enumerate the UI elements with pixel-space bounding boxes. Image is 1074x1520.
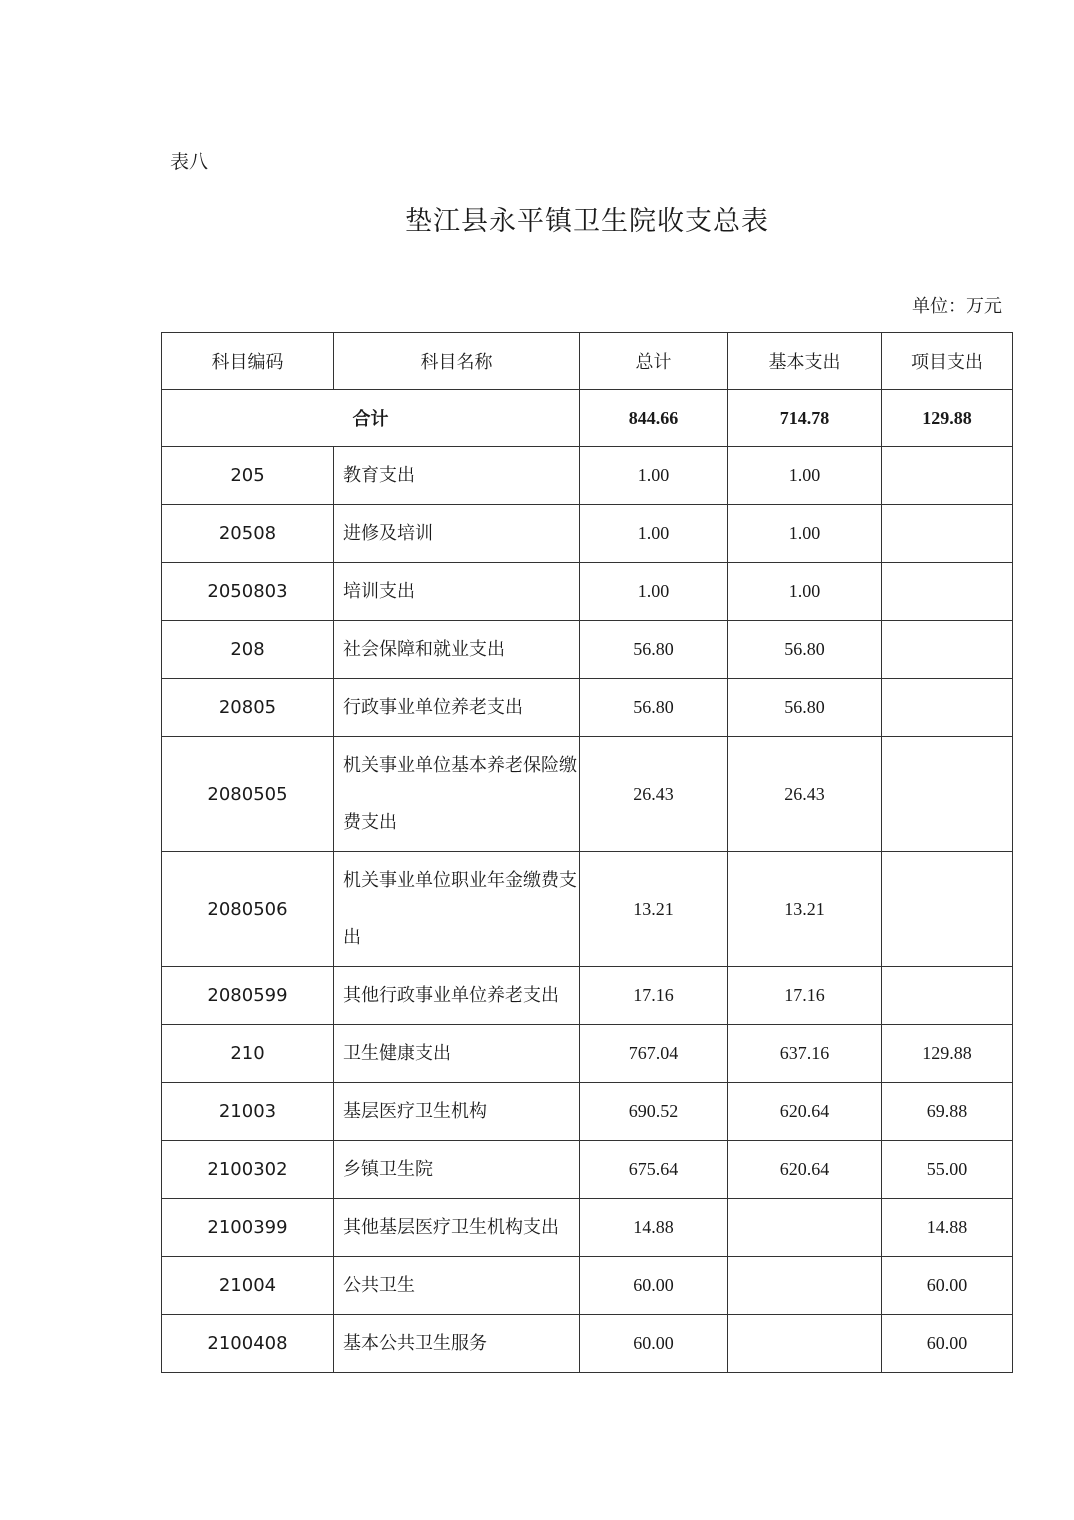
row-total: 690.52 [580, 1083, 728, 1141]
row-basic: 56.80 [728, 621, 882, 679]
row-code: 21004 [162, 1257, 334, 1315]
table-row [162, 1141, 1013, 1199]
table-row [162, 737, 1013, 852]
budget-table [161, 332, 1013, 1373]
table-row [162, 563, 1013, 621]
row-project: 60.00 [882, 1315, 1013, 1373]
row-code: 2080506 [162, 852, 334, 967]
row-code: 2100399 [162, 1199, 334, 1257]
row-project: 60.00 [882, 1257, 1013, 1315]
row-total: 60.00 [580, 1257, 728, 1315]
row-project [882, 505, 1013, 563]
row-total: 17.16 [580, 967, 728, 1025]
row-name: 卫生健康支出 [334, 1025, 580, 1083]
header-basic: 基本支出 [728, 333, 882, 390]
row-name: 其他行政事业单位养老支出 [334, 967, 580, 1025]
row-project [882, 852, 1013, 967]
row-project [882, 967, 1013, 1025]
table-row [162, 447, 1013, 505]
row-name: 进修及培训 [334, 505, 580, 563]
row-total: 675.64 [580, 1141, 728, 1199]
row-project [882, 563, 1013, 621]
row-basic [728, 1199, 882, 1257]
row-name: 其他基层医疗卫生机构支出 [334, 1199, 580, 1257]
row-basic: 17.16 [728, 967, 882, 1025]
table-row [162, 852, 1013, 967]
table-row [162, 967, 1013, 1025]
row-code: 2100302 [162, 1141, 334, 1199]
row-project [882, 737, 1013, 852]
table-label: 表八 [170, 151, 209, 173]
row-name: 培训支出 [334, 563, 580, 621]
row-name: 教育支出 [334, 447, 580, 505]
unit-label: 单位：万元 [912, 296, 1002, 317]
header-name: 科目名称 [334, 333, 580, 390]
row-project: 14.88 [882, 1199, 1013, 1257]
row-basic: 637.16 [728, 1025, 882, 1083]
row-code: 2080599 [162, 967, 334, 1025]
total-total: 844.66 [580, 390, 728, 447]
row-total: 14.88 [580, 1199, 728, 1257]
row-code: 208 [162, 621, 334, 679]
row-code: 20508 [162, 505, 334, 563]
table-row [162, 679, 1013, 737]
row-project [882, 447, 1013, 505]
row-total: 1.00 [580, 447, 728, 505]
row-total: 26.43 [580, 737, 728, 852]
row-name: 行政事业单位养老支出 [334, 679, 580, 737]
row-total: 60.00 [580, 1315, 728, 1373]
row-basic [728, 1257, 882, 1315]
total-row [162, 390, 1013, 447]
total-label: 合计 [162, 390, 580, 447]
row-basic [728, 1315, 882, 1373]
row-total: 767.04 [580, 1025, 728, 1083]
row-basic: 620.64 [728, 1141, 882, 1199]
row-project [882, 621, 1013, 679]
table-row [162, 505, 1013, 563]
row-project [882, 679, 1013, 737]
row-name: 机关事业单位基本养老保险缴费支出 [334, 737, 580, 852]
table-row [162, 1025, 1013, 1083]
table-row [162, 621, 1013, 679]
row-code: 21003 [162, 1083, 334, 1141]
row-total: 56.80 [580, 621, 728, 679]
header-code: 科目编码 [162, 333, 334, 390]
row-basic: 13.21 [728, 852, 882, 967]
row-code: 20805 [162, 679, 334, 737]
document-title: 垫江县永平镇卫生院收支总表 [405, 206, 769, 237]
row-total: 1.00 [580, 505, 728, 563]
table-row [162, 1315, 1013, 1373]
row-total: 13.21 [580, 852, 728, 967]
table-row [162, 1257, 1013, 1315]
header-project: 项目支出 [882, 333, 1013, 390]
header-row [162, 333, 1013, 390]
row-name: 基本公共卫生服务 [334, 1315, 580, 1373]
total-basic: 714.78 [728, 390, 882, 447]
row-basic: 1.00 [728, 563, 882, 621]
table-row [162, 1199, 1013, 1257]
row-code: 2050803 [162, 563, 334, 621]
header-total: 总计 [580, 333, 728, 390]
row-basic: 1.00 [728, 447, 882, 505]
row-name: 机关事业单位职业年金缴费支出 [334, 852, 580, 967]
row-code: 2080505 [162, 737, 334, 852]
row-total: 56.80 [580, 679, 728, 737]
row-code: 210 [162, 1025, 334, 1083]
total-project: 129.88 [882, 390, 1013, 447]
row-name: 基层医疗卫生机构 [334, 1083, 580, 1141]
row-project: 129.88 [882, 1025, 1013, 1083]
row-project: 55.00 [882, 1141, 1013, 1199]
row-basic: 26.43 [728, 737, 882, 852]
table-row [162, 1083, 1013, 1141]
row-code: 2100408 [162, 1315, 334, 1373]
row-basic: 1.00 [728, 505, 882, 563]
row-name: 乡镇卫生院 [334, 1141, 580, 1199]
row-code: 205 [162, 447, 334, 505]
row-total: 1.00 [580, 563, 728, 621]
row-basic: 620.64 [728, 1083, 882, 1141]
row-project: 69.88 [882, 1083, 1013, 1141]
row-basic: 56.80 [728, 679, 882, 737]
row-name: 社会保障和就业支出 [334, 621, 580, 679]
row-name: 公共卫生 [334, 1257, 580, 1315]
